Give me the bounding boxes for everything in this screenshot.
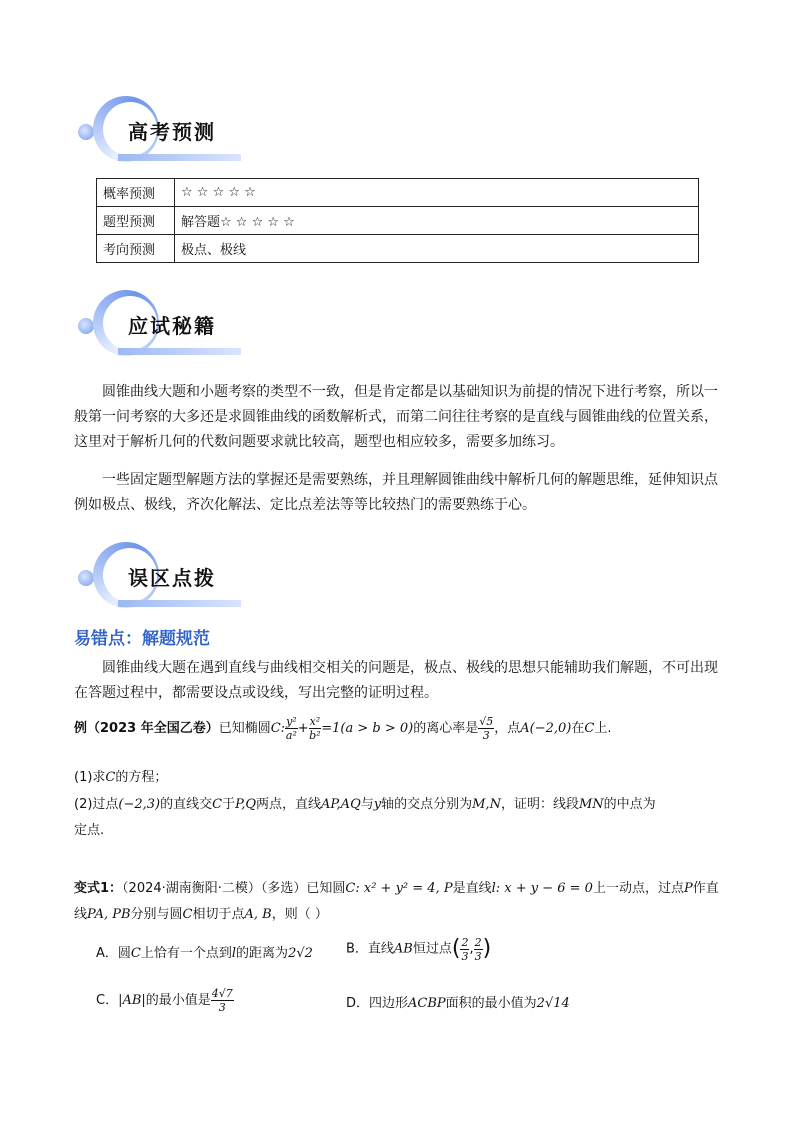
paragraph: 圆锥曲线大题在遇到直线与曲线相交相关的问题是，极点、极线的思想只能辅助我们解题，不可出现在答题过程中，都需要设点或设线，写出完整的证明过程。 xyxy=(74,660,718,701)
question-1: (1)求C的方程； xyxy=(74,770,168,785)
decor-dot xyxy=(78,318,94,334)
section-header-secrets xyxy=(78,290,248,360)
prediction-table xyxy=(96,178,699,263)
option-a[interactable]: A．圆C上恰有一个点到l的距离为2√2 xyxy=(96,946,313,961)
variant-question: 变式1：（2024·湖南衡阳·二模）（多选）已知圆C: x² + y² = 4, P是直线l: x + y − 6 = 0上一动点，过点P作直 线PA, PB分别与圆C相切于点A, B，则（ ） xyxy=(74,881,719,922)
table-cell-value: 极点、极线 xyxy=(175,235,699,263)
decor-bar xyxy=(118,600,241,607)
fraction: $\frac{√5}{3}$ xyxy=(479,715,494,742)
table-row xyxy=(97,179,699,207)
decor-dot xyxy=(78,570,94,586)
paragraph: 圆锥曲线大题和小题考察的类型不一致，但是肯定都是以基础知识为前提的情况下进行考察，所以一般第一问考察的大多还是求圆锥曲线的函数解析式，而第二问往往考察的是直线与圆锥曲线的位置关系，这里对于解析几何的代数问题要求就比较高，题型也相应较多，需要多加练习。 xyxy=(74,384,718,450)
example-line: 例（2023 年全国乙卷）已知椭圆C: $\frac{\text{y²}}{\text{a²}}$ + $\frac{\text{x²}}{\text{b²}}$ =1(a > b > 0)的离心率是 $\frac{√5}{3}$ ，点A(−2,0)在C上. xyxy=(74,715,612,742)
decor-dot xyxy=(78,124,94,140)
question-2: (2)过点(−2,3)的直线交C于P,Q两点，直线AP,AQ与y轴的交点分别为M,N，证明：线段MN的中点为 定点. xyxy=(74,797,656,838)
variant-label: 变式1： xyxy=(74,881,123,896)
fraction: $\frac{2}{3}$ xyxy=(474,935,482,963)
table-cell-key: 考向预测 xyxy=(97,235,175,263)
example-label: 例（2023 年全国乙卷） xyxy=(74,721,219,736)
decor-bar xyxy=(118,154,241,161)
fraction: $\frac{\text{y²}}{\text{a²}}$ xyxy=(285,715,297,742)
section-header-mistakes xyxy=(78,542,248,612)
section-header-prediction xyxy=(78,96,248,166)
table-cell-value: 解答题☆ ☆ ☆ ☆ ☆ xyxy=(175,207,699,235)
table-cell-key: 题型预测 xyxy=(97,207,175,235)
subheading: 易错点：解题规范 xyxy=(74,629,210,649)
table-row xyxy=(97,207,699,235)
paragraph: 一些固定题型解题方法的掌握还是需要熟练，并且理解圆锥曲线中解析几何的解题思维，延伸知识点例如极点、极线，齐次化解法、定比点差法等等比较热门的需要熟练于心。 xyxy=(74,472,718,513)
table-cell-value: ☆ ☆ ☆ ☆ ☆ xyxy=(175,179,699,207)
table-cell-key: 概率预测 xyxy=(97,179,175,207)
fraction: $\frac{2}{3}$ xyxy=(461,935,469,963)
section-title: 应试秘籍 xyxy=(128,314,216,338)
fraction: $\frac{\text{x²}}{\text{b²}}$ xyxy=(309,715,321,742)
fraction: $\frac{4√7}{3}$ xyxy=(211,987,233,1014)
option-d[interactable]: D．四边形ACBP面积的最小值为2√14 xyxy=(346,996,570,1011)
table-row xyxy=(97,235,699,263)
option-c[interactable]: C．|AB|的最小值是 $\frac{4√7}{3}$ xyxy=(96,987,233,1014)
section-title: 误区点拨 xyxy=(128,566,216,590)
option-b[interactable]: B．直线AB恒过点( $\frac{2}{3}$ , $\frac{2}{3}$ ) xyxy=(346,935,492,963)
decor-bar xyxy=(118,348,241,355)
section-title: 高考预测 xyxy=(128,120,216,144)
